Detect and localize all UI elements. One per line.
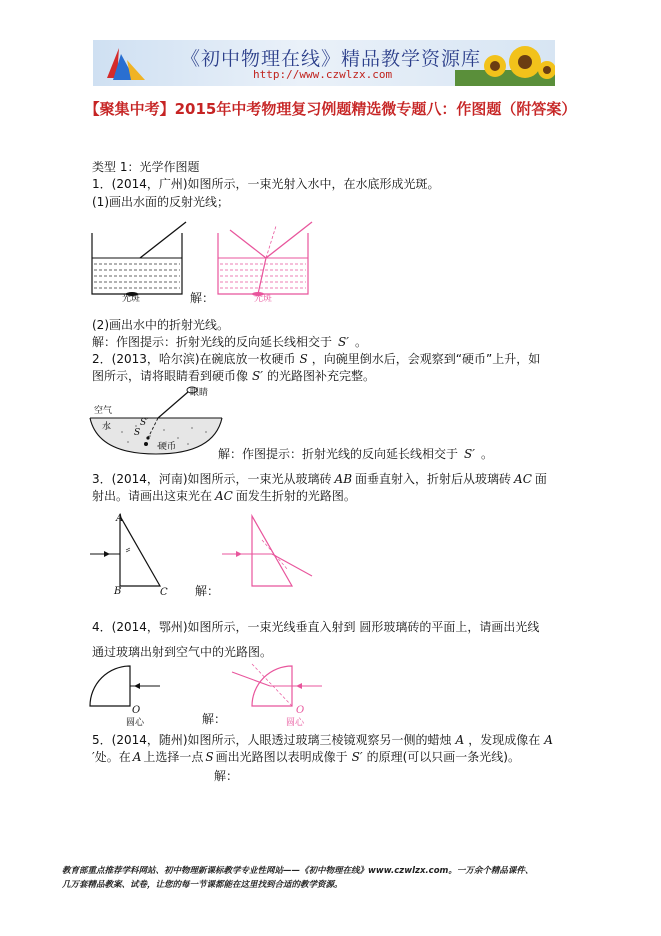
banner-url[interactable]: http://www.czwlzx.com (253, 68, 393, 81)
q1-hint: 解：作图提示：折射光线的反向延长线相交于 S′ 。 (92, 335, 367, 349)
q2-eye-label: 眼睛 (190, 388, 209, 398)
footer-line2: 几万套精品教案、试卷，让您的每一节课都能在这里找到合适的教学资源。 (62, 880, 343, 890)
q4-label-o: O (132, 705, 141, 716)
q1-part2: (2)画出水中的折射光线。 (92, 318, 229, 332)
q1-answer-spot-label: 光斑 (254, 294, 273, 304)
q2-sprime-label: S′ (140, 418, 149, 428)
section-heading: 类型 1：光学作图题 (92, 160, 200, 174)
q2-water-label: 水 (102, 422, 112, 432)
document-title: 【聚集中考】2015年中考物理复习例题精选微专题八：作图题（附答案） (84, 100, 577, 118)
q3-figure-original (90, 512, 180, 592)
q4-text-line1: 4．(2014，鄂州)如图所示，一束光线垂直入射到 圆形玻璃砖的平面上，请画出光线 (92, 620, 540, 634)
q4-solution-label: 解： (202, 712, 227, 726)
q2-coin-label: 硬币 (158, 442, 177, 452)
q2-hint: 解：作图提示：折射光线的反向延长线相交于 S′ 。 (218, 447, 493, 461)
logo-icon (97, 40, 157, 86)
q3-label-b: B (114, 586, 122, 597)
q2-text-line2: 图所示，请将眼睛看到硬币像 S′ 的光路图补充完整。 (92, 369, 375, 383)
q5-text-line2: ′处。在 A 上选择一点 S 画出光路图以表明成像于 S′ 的原理(可以只画一条光线)。 (92, 750, 520, 764)
q3-text-line2: 射出。请画出这束光在 AC 面发生折射的光路图。 (92, 489, 356, 503)
q1-part1: (1)画出水面的反射光线； (92, 195, 229, 209)
footer-line1: 教育部重点推荐学科网站、初中物理新课标教学专业性网站——《初中物理在线》www.czwlzx.com。一万余个精品课件、 (62, 866, 534, 876)
q2-air-label: 空气 (94, 406, 113, 416)
q4-figure-answer (232, 664, 342, 724)
q2-s-label: S (134, 428, 141, 438)
q1-solution-label: 解： (190, 291, 215, 305)
q4-center-label: 圆心 (126, 718, 145, 728)
q3-label-a: A (116, 513, 124, 524)
q3-text-line1: 3．(2014，河南)如图所示，一束光从玻璃砖 AB 面垂直射入，折射后从玻璃砖 AC 面 (92, 472, 547, 486)
q3-label-c: C (160, 587, 168, 598)
header-banner (93, 40, 555, 86)
q4-answer-label-o: O (296, 705, 305, 716)
banner-title: 《初中物理在线》精品教学资源库 (181, 48, 482, 70)
sunflower-icon (455, 40, 555, 86)
q1-figure-original (90, 228, 190, 298)
q4-text-line2: 通过玻璃出射到空气中的光路图。 (92, 645, 273, 659)
q1-figure-answer (216, 228, 316, 298)
q1-text: 1．(2014，广州)如图所示，一束光射入水中，在水底形成光斑。 (92, 177, 440, 191)
q4-answer-center-label: 圆心 (286, 718, 305, 728)
q2-text-line1: 2．(2013，哈尔滨)在碗底放一枚硬币 S ，向碗里倒水后，会观察到“硬币”上升，如 (92, 352, 541, 366)
q5-solution-label: 解： (214, 769, 239, 783)
q3-solution-label: 解： (195, 584, 220, 598)
q5-text-line1: 5．(2014，随州)如图所示，人眼透过玻璃三棱镜观察另一侧的蜡烛 A ，发现成像在 A (92, 733, 553, 747)
q3-figure-answer (222, 512, 332, 592)
q1-spot-label: 光斑 (122, 294, 141, 304)
